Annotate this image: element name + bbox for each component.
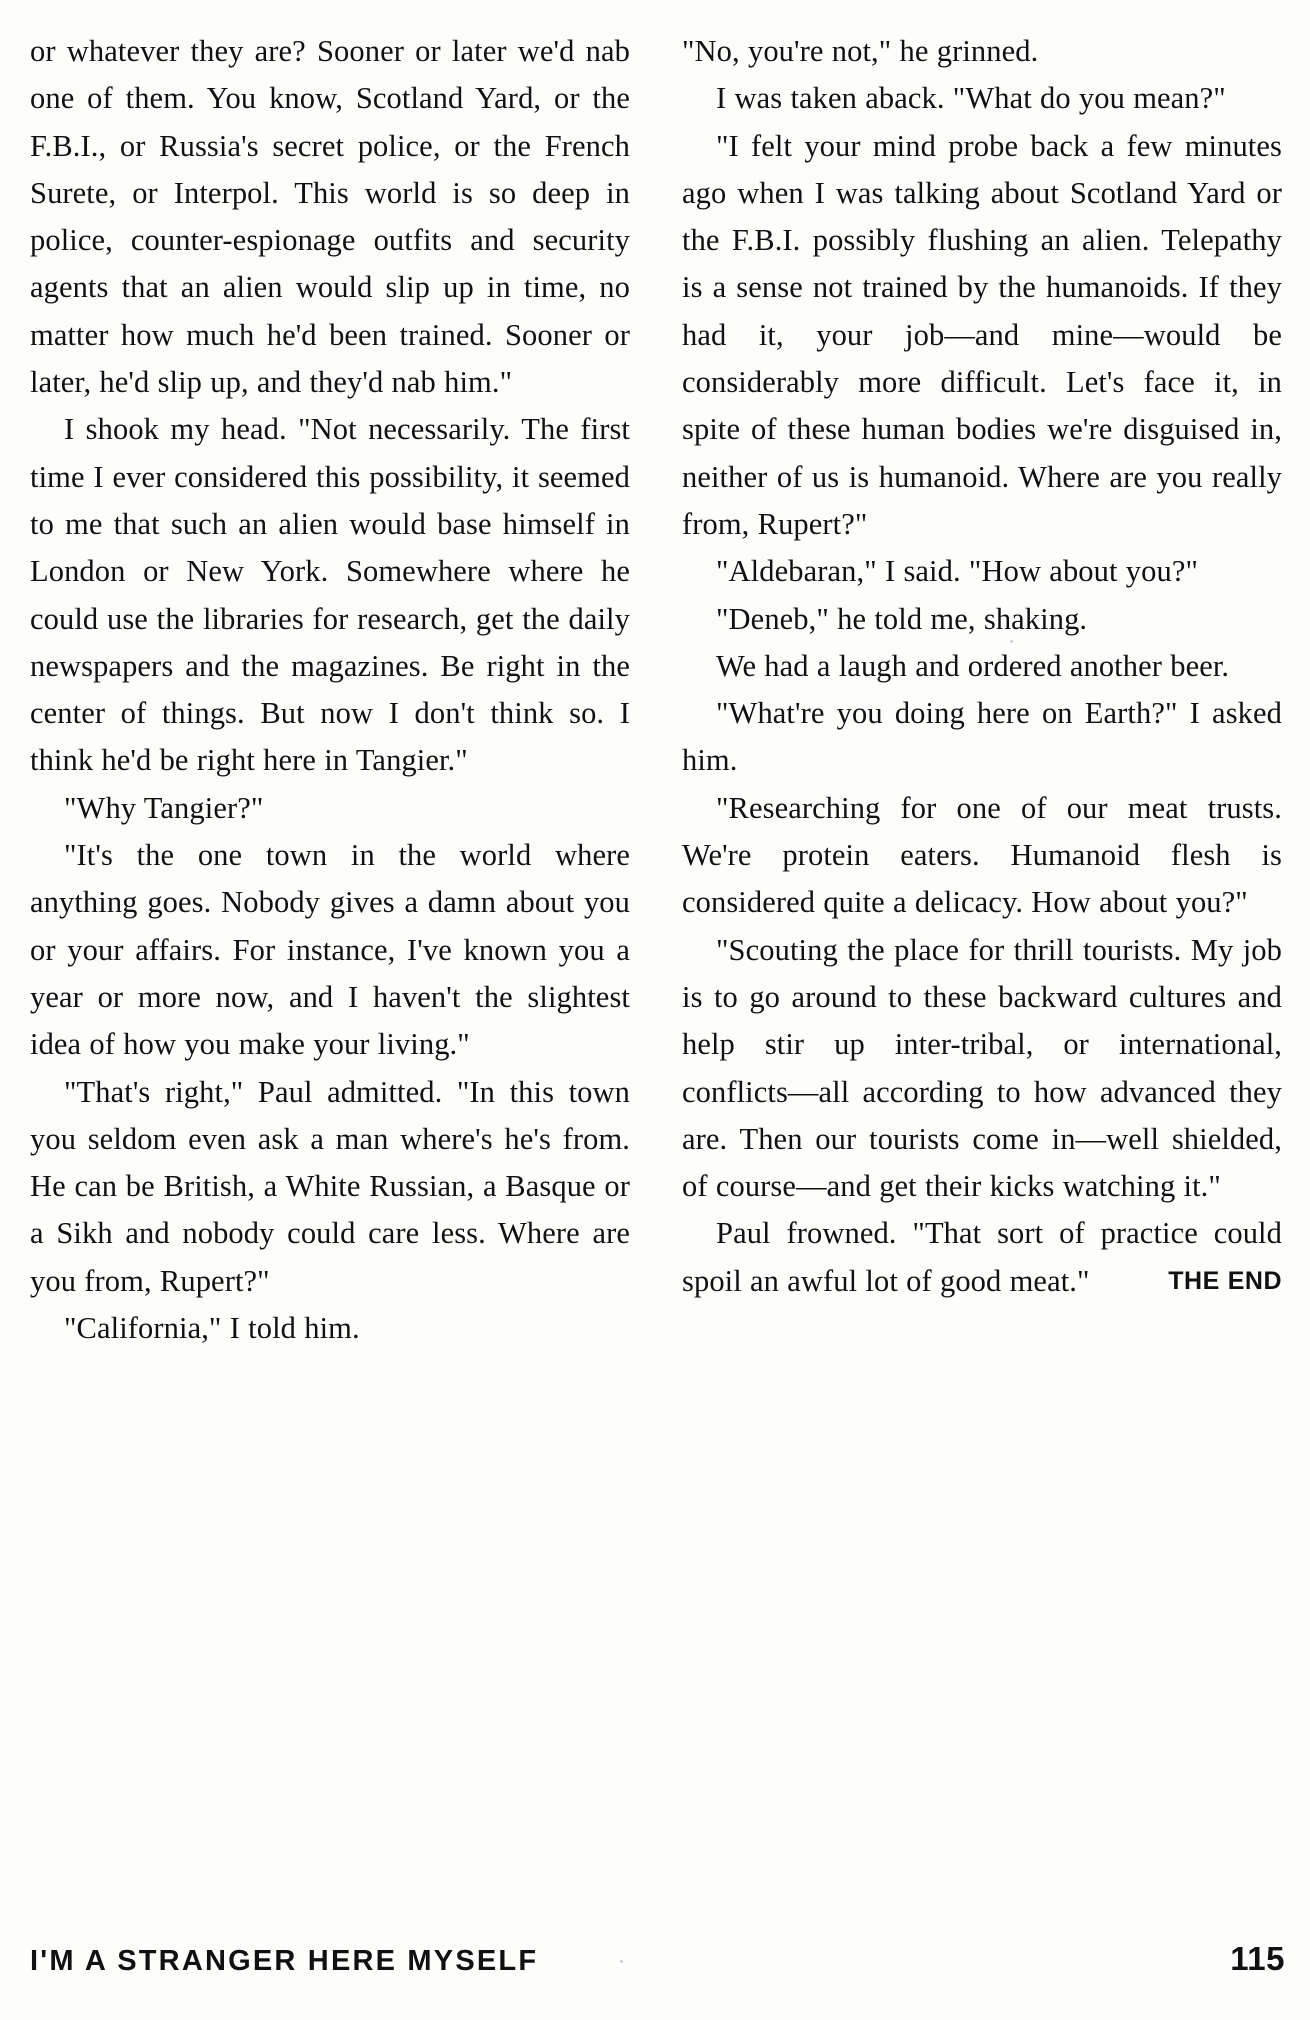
- page-footer: [30, 1940, 1285, 1978]
- paragraph-final: [682, 1210, 1282, 1305]
- paragraph: "Researching for one of our meat trusts. We're protein eaters. Humanoid flesh is considered quite a delicacy. How about you?": [682, 790, 1282, 920]
- paragraph: "California," I told him.: [64, 1311, 360, 1346]
- paragraph: "I felt your mind probe back a few minutes ago when I was talking about Scotland Yard or the F.B.I. possibly flushing an alien. Telepathy is a sense not trained by the humanoids. If they had it, your job—and mine—would be considerably more difficult. Let's face it, in spite of these human bodies we're disguised in, neither of us is humanoid. Where are you really from, Rupert?": [682, 128, 1282, 541]
- footer-story-title: I'M A STRANGER HERE MYSELF: [30, 1945, 539, 1977]
- paragraph: "Scouting the place for thrill tourists. My job is to go around to these backward cultures and help stir up inter-tribal, or international, conflicts—all according to how advanced they are. Then our tourists come in—well shielded, of course—and get their kicks watching it.": [682, 932, 1282, 1204]
- paragraph: or whatever they are? Sooner or later we'd nab one of them. You know, Scotland Yard, or the F.B.I., or Russia's secret police, or the French Surete, or Interpol. This world is so deep in police, counter-espionage outfits and security agents that an alien would slip up in time, no matter how much he'd been trained. Sooner or later, he'd slip up, and they'd nab him.": [30, 34, 630, 400]
- paragraph: "It's the one town in the world where anything goes. Nobody gives a damn about you or your affairs. For instance, I've known you a year or more now, and I haven't the slightest idea of how you make your living.": [30, 838, 630, 1062]
- paragraph: I was taken aback. "What do you mean?": [716, 81, 1226, 116]
- footer-page-number: 115: [1230, 1940, 1285, 1977]
- paragraph: "No, you're not," he grinned.: [682, 34, 1039, 68]
- scan-speck: [1010, 640, 1013, 643]
- paragraph: I shook my head. "Not necessarily. The first time I ever considered this possibility, it seemed to me that such an alien would base himself in London or New York. Somewhere where he could use the libraries for research, get the daily newspapers and the magazines. Be right in the center of things. But now I don't think so. I think he'd be right here in Tangier.": [30, 412, 630, 778]
- paragraph: "Aldebaran," I said. "How about you?": [716, 554, 1199, 589]
- right-column: [682, 28, 1282, 1352]
- paragraph: "What're you doing here on Earth?" I asked him.: [682, 696, 1282, 778]
- paragraph-text: Paul frowned. "That sort of practice could spoil an awful lot of good meat.": [682, 1216, 1282, 1298]
- paragraph: We had a laugh and ordered another beer.: [716, 648, 1230, 683]
- end-marker: THE END: [1168, 1266, 1282, 1295]
- paragraph: "Deneb," he told me, shaking.: [716, 601, 1088, 636]
- paragraph: "Why Tangier?": [64, 790, 264, 825]
- left-column: [30, 28, 630, 1352]
- paragraph: "That's right," Paul admitted. "In this town you seldom even ask a man where's he's from. He can be British, a White Russian, a Basque or a Sikh and nobody could care less. Where are you from, Rupert?": [30, 1074, 630, 1298]
- page-body: [30, 28, 1285, 1352]
- scan-speck: [620, 1960, 623, 1963]
